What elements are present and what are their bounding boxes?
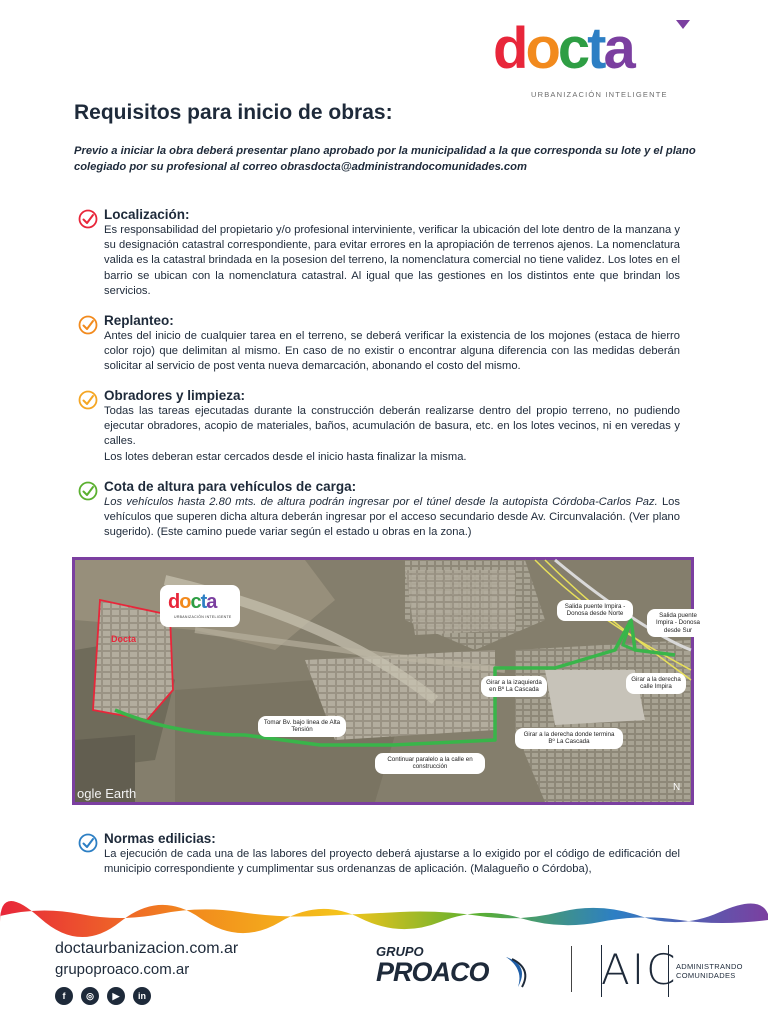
aic-logo: AIC (601, 945, 678, 994)
logo-letter: c (190, 591, 201, 613)
section-paragraph-text: Los vehículos que superen dicha altura deberán ingresar por el acceso secundario desde Av. Circunvalación. (Ver plano sugerido). (Este camino puede variar según el estado u obras en la zona.) (104, 496, 680, 539)
docta-logo-word (493, 16, 688, 81)
map-logo-tagline: URBANIZACIÓN INTELIGENTE (174, 615, 232, 619)
logo-letter: t (587, 16, 604, 81)
section-cota-altura (78, 479, 680, 541)
instagram-icon[interactable]: ◎ (81, 987, 99, 1005)
aic-logo-text (676, 962, 743, 980)
proaco-name-text: PROACO (376, 957, 489, 987)
section-replanteo (78, 313, 680, 375)
check-circle-icon (78, 481, 98, 501)
section-body (104, 329, 680, 375)
section-body (104, 223, 680, 299)
section-paragraph: La ejecución de cada una de las labores del proyecto deberá ajustarse a lo exigido por el código de edificación del municipio correspondiente y cumplimentar sus ordenanzas de aplicación. (Malagueño o Córdoba), (104, 848, 680, 876)
logo-letter: a (206, 591, 217, 613)
website-link-proaco[interactable]: grupoproaco.com.ar (55, 961, 190, 978)
section-paragraph: Todas las tareas ejecutadas durante la construcción deberán realizarse dentro del propio terreno, no pudiendo ejecutar obradores, acopio de materiales, baños, acumulación de basura, etc. en los lotes vecinos, ni en veredas y calles. (104, 405, 680, 448)
rainbow-ribbon (0, 904, 768, 926)
docta-logo (493, 16, 688, 102)
map-callout: Girar a la izaquierda en Bº La Cascada (481, 676, 547, 697)
intro-text: Previo a iniciar la obra deberá presentar plano aprobado por la municipalidad a la que corresponda su lote y el plano colegiado por su profesional al correo obrasdocta@administrandocomunidades.com (74, 145, 696, 173)
logo-letter: a (603, 16, 633, 81)
section-paragraph: Los lotes deberan estar cercados desde el inicio hasta finalizar la misma. (104, 450, 467, 463)
youtube-icon[interactable]: ▶ (107, 987, 125, 1005)
section-heading: Normas edilicias: (104, 831, 216, 846)
map-pin-docta: Docta (111, 634, 137, 644)
check-circle-icon (78, 209, 98, 229)
check-circle-icon (78, 315, 98, 335)
proaco-grupo-text: GRUPO (376, 944, 424, 959)
route-map (72, 557, 701, 805)
aic-text-line: ADMINISTRANDO (676, 962, 743, 971)
map-callout: Girar a la derecha calle Impira (626, 673, 686, 694)
map-callout: Salida puente Impira - Donosa desde Sur (647, 609, 709, 637)
section-normas (78, 831, 680, 877)
logo-letter: t (200, 591, 207, 613)
italic-lead: Los vehículos hasta 2.80 mts. de altura podrán ingresar por el túnel desde la autopista Córdoba-Carlos Paz. (104, 496, 658, 508)
section-body (104, 847, 680, 877)
section-paragraph (104, 495, 680, 541)
logo-triangle-icon (676, 20, 690, 29)
map-callout: Continuar paralelo a la calle en construcción (375, 753, 485, 774)
linkedin-icon[interactable]: in (133, 987, 151, 1005)
section-paragraph: Antes del inicio de cualquier tarea en el terreno, se deberá verificar la existencia de los mojones (estaca de hierro color rojo) que delimitan al mismo. En caso de no existir o encontrar alguna diferencia con las medidas deberán solicitar al servicio de post venta nueva demarcación, abonando el costo del mismo. (104, 330, 680, 373)
page-title: Requisitos para inicio de obras: (74, 101, 393, 124)
map-docta-logo (160, 585, 240, 627)
section-localizacion (78, 207, 680, 299)
check-circle-icon (78, 390, 98, 410)
section-heading: Cota de altura para vehículos de carga: (104, 479, 357, 494)
logo-letter: d (493, 16, 526, 81)
grupo-proaco-logo (376, 945, 489, 986)
north-arrow-icon: N (673, 782, 681, 793)
logo-letter: o (179, 591, 191, 613)
logo-tagline: URBANIZACIÓN INTELIGENTE (531, 90, 668, 99)
map-callout: Girar a la derecha donde termina Bº La Cascada (515, 728, 623, 749)
section-obradores (78, 388, 680, 465)
logo-letter: d (168, 591, 180, 613)
section-heading: Localización: (104, 207, 190, 222)
section-body (104, 495, 680, 541)
section-heading: Replanteo: (104, 313, 174, 328)
facebook-icon[interactable]: f (55, 987, 73, 1005)
map-callout: Tomar Bv. bajo linea de Alta Tensión (258, 716, 346, 737)
website-link-docta[interactable]: doctaurbanizacion.com.ar (55, 940, 239, 957)
aic-text-line: COMUNIDADES (676, 971, 736, 980)
map-watermark: ogle Earth (77, 786, 137, 801)
check-circle-icon (78, 833, 98, 853)
section-heading: Obradores y limpieza: (104, 388, 246, 403)
section-body (104, 404, 680, 465)
map-callout: Salida puente Impira - Donosa desde Norte (557, 600, 633, 621)
footer-divider (571, 946, 572, 992)
proaco-swoosh-icon (504, 955, 532, 989)
logo-letter: c (557, 16, 588, 81)
map-logo-word (168, 591, 216, 614)
section-paragraph: Es responsabilidad del propietario y/o profesional interviniente, verificar la ubicación del lote dentro de la manzana y su designación catastral correspondiente, para evitar errores en la apropiación de terrenos ajenos. La nomenclatura valida es la catastral brindada en la posesion del terreno, la nomenclatura comercial no tiene validez. Los lotes en el barrio se ubican con la nomenclatura catastral. Al igual que las gestiones en los distintos ente que brindan los servicios. (104, 224, 680, 297)
logo-letter: o (525, 16, 558, 81)
